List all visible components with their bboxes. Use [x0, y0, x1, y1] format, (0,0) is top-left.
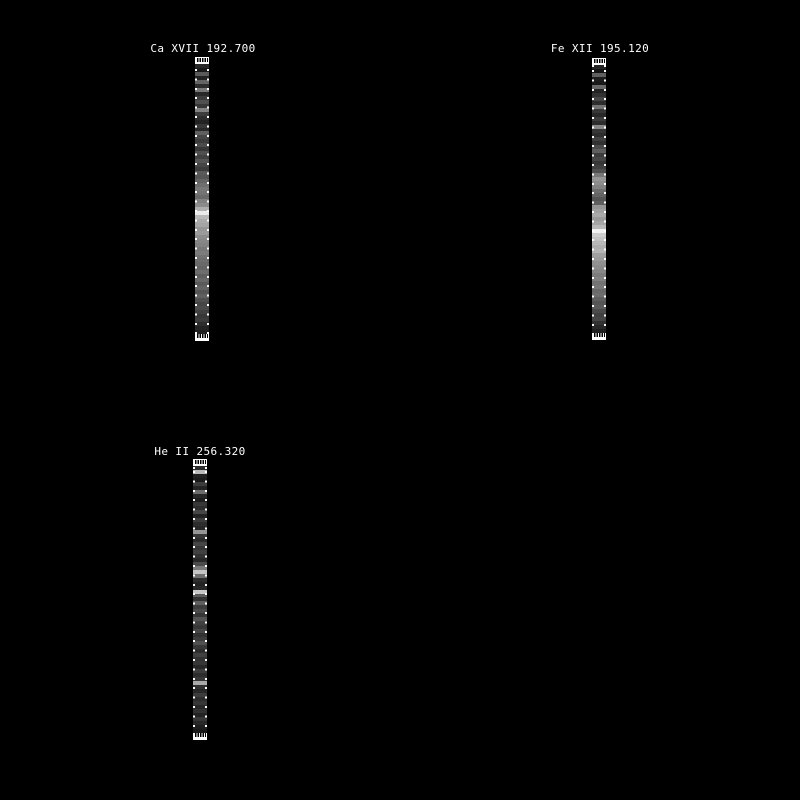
- axis-tick-marks: [197, 58, 208, 62]
- top-axis-comb: [592, 58, 606, 65]
- strip-title-he-ii: He II 256.320: [154, 445, 246, 458]
- strip-title-fe-xii: Fe XII 195.120: [550, 42, 650, 55]
- spectral-slit-image-fe-xii: [592, 58, 606, 340]
- axis-tick-marks: [197, 334, 208, 338]
- bottom-axis-comb: [592, 333, 606, 340]
- axis-tick-marks: [195, 460, 206, 464]
- spectral-slit-image-ca-xvii: [195, 57, 209, 341]
- bottom-axis-comb: [195, 334, 209, 341]
- axis-tick-marks: [594, 333, 605, 337]
- bottom-axis-comb: [193, 733, 207, 740]
- intensity-image: [592, 65, 606, 333]
- spectral-slit-image-he-ii: [193, 459, 207, 740]
- axis-tick-marks: [195, 733, 206, 737]
- intensity-image: [193, 466, 207, 733]
- top-axis-comb: [195, 57, 209, 64]
- top-axis-comb: [193, 459, 207, 466]
- strip-title-ca-xvii: Ca XVII 192.700: [150, 42, 256, 55]
- axis-tick-marks: [594, 59, 605, 63]
- intensity-image: [195, 64, 209, 334]
